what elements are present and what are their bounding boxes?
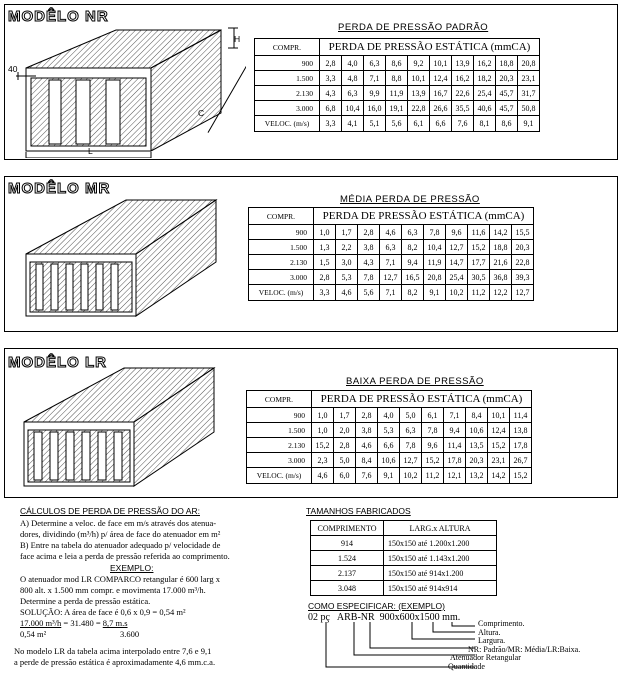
length-label: 1.500 [255,71,320,86]
pressure-cell: 17,8 [510,438,532,453]
pressure-cell: 40,6 [474,101,496,116]
pressure-cell: 2,8 [358,225,380,240]
pressure-cell: 13,5 [466,438,488,453]
sizes-length: 2.137 [311,566,384,581]
pressure-cell: 15,2 [312,438,334,453]
pressure-cell: 13,9 [408,86,430,101]
spec-code: 02 pç ARB-NR 900x600x1500 mm. [308,612,461,623]
pressure-cell: 15,5 [512,225,534,240]
pressure-cell: 22,6 [452,86,474,101]
pressure-cell: 1,0 [312,423,334,438]
pressure-cell: 2,2 [336,240,358,255]
table-row [247,453,532,468]
mr-table-title: MÉDIA PERDA DE PRESSÃO [340,194,480,205]
nr-dim-40: 40 [8,64,18,74]
example-text [20,574,220,607]
table-row [247,408,532,423]
pressure-cell: 2,3 [312,453,334,468]
pressure-cell: 14,2 [490,225,512,240]
pressure-cell: 3,0 [336,255,358,270]
pressure-cell: 4,6 [356,438,378,453]
velocity-cell: 8,2 [402,285,424,301]
pressure-cell: 9,9 [364,86,386,101]
velocity-cell: 6,6 [430,116,452,132]
nr-compr-header: COMPR. [255,39,320,56]
final-line: No modelo LR da tabela acima interpolado entre 7,6 e 9,1 [14,646,212,656]
pressure-cell: 1,7 [336,225,358,240]
calc-title-text: CÁLCULOS DE PERDA DE PRESSÃO DO AR: [20,506,200,516]
pressure-cell: 5,3 [336,270,358,285]
pressure-cell: 12,4 [430,71,452,86]
pressure-cell: 23,1 [488,453,510,468]
sizes-title-text: TAMANHOS FABRICADOS [306,506,411,516]
velocity-cell: 6,1 [408,116,430,132]
pressure-cell: 45,7 [496,101,518,116]
frac-res: 8,7 m.s [102,618,128,628]
frac-eq: = 31.480 = [63,618,101,628]
nr-dim-l: L [88,146,93,156]
velocity-cell: 12,2 [490,285,512,301]
length-label: 1.500 [247,423,312,438]
velocity-cell: 3,3 [320,116,342,132]
velocity-cell: 6,0 [334,468,356,484]
sizes-dims: 150x150 até 914x914 [384,581,497,596]
lr-attenuator-drawing [14,360,234,490]
velocity-cell: 5,6 [358,285,380,301]
pressure-cell: 26,7 [510,453,532,468]
velocity-cell: 5,6 [386,116,408,132]
sizes-table [310,520,497,596]
nr-static-header: PERDA DE PRESSÃO ESTÁTICA (mmCA) [320,39,540,56]
lr-compr-header: COMPR. [247,391,312,408]
velocity-cell: 4,6 [336,285,358,301]
length-label: 2.130 [247,438,312,453]
sizes-dims: 150x150 até 1.200x1.200 [384,536,497,551]
model-nr-title: MODÊLO NR [8,8,109,25]
velocity-cell: 7,1 [380,285,402,301]
pressure-cell: 22,8 [512,255,534,270]
spec-title [308,601,445,612]
pressure-cell: 10,6 [466,423,488,438]
pressure-cell: 6,1 [422,408,444,423]
pressure-cell: 16,2 [452,71,474,86]
pressure-cell: 7,1 [364,71,386,86]
velocity-cell: 9,1 [424,285,446,301]
pressure-cell: 6,3 [364,56,386,71]
final-line: a perde de pressão estática é aproximadamente 4,6 mm.c.a. [14,657,216,667]
pressure-cell: 6,8 [320,101,342,116]
pressure-cell: 6,3 [402,225,424,240]
pressure-cell: 16,0 [364,101,386,116]
pressure-cell: 5,0 [400,408,422,423]
table-row [247,423,532,438]
final-text [14,646,215,668]
pressure-cell: 4,6 [380,225,402,240]
pressure-cell: 17,8 [444,453,466,468]
length-label: 900 [247,408,312,423]
pressure-cell: 16,5 [402,270,424,285]
pressure-cell: 15,2 [422,453,444,468]
calc-line: B) Entre na tabela do atenuador adequado p/ velocidade de [20,540,221,550]
pressure-cell: 8,4 [356,453,378,468]
pressure-cell: 16,2 [474,56,496,71]
pressure-cell: 1,5 [314,255,336,270]
velocity-label: VELOC. (m/s) [249,285,314,301]
pressure-cell: 15,2 [488,438,510,453]
pressure-cell: 10,1 [488,408,510,423]
pressure-cell: 8,6 [386,56,408,71]
mr-compr-header: COMPR. [249,208,314,225]
calc-line: dores, dividindo (m³/h) p/ área de face do atenuador em m² [20,529,221,539]
length-label: 900 [255,56,320,71]
pressure-cell: 9,4 [444,423,466,438]
velocity-cell: 5,1 [364,116,386,132]
pressure-cell: 36,8 [490,270,512,285]
example-line: O atenuador mod LR COMPARCO retangular é 600 larg x [20,574,220,584]
pressure-cell: 7,8 [424,225,446,240]
pressure-cell: 1,7 [334,408,356,423]
model-lr-title: MODÊLO LR [8,354,107,371]
velocity-cell: 7,6 [452,116,474,132]
pressure-cell: 21,6 [490,255,512,270]
pressure-cell: 4,3 [358,255,380,270]
pressure-cell: 2,0 [334,423,356,438]
pressure-cell: 50,8 [518,101,540,116]
pressure-cell: 12,4 [488,423,510,438]
fraction-numerator [20,618,128,629]
solution-line: SOLUÇÃO: A área de face é 0,6 x 0,9 = 0,54 m² [20,607,186,617]
pressure-cell: 13,9 [452,56,474,71]
pressure-cell: 11,9 [424,255,446,270]
pressure-cell: 20,8 [424,270,446,285]
velocity-row [249,285,534,301]
sizes-dims: 150x150 até 914x1.200 [384,566,497,581]
pressure-cell: 2,8 [314,270,336,285]
pressure-cell: 1,0 [312,408,334,423]
velocity-cell: 11,2 [468,285,490,301]
velocity-row [255,116,540,132]
pressure-cell: 9,2 [408,56,430,71]
example-line: Determine a perda de pressão estática. [20,596,151,606]
pressure-cell: 19,1 [386,101,408,116]
spec-title-text: COMO ESPECIFICAR: (EXEMPLO) [308,601,445,611]
pressure-cell: 9,4 [402,255,424,270]
pressure-cell: 17,7 [468,255,490,270]
pressure-cell: 20,3 [466,453,488,468]
pressure-cell: 39,3 [512,270,534,285]
pressure-cell: 16,7 [430,86,452,101]
pressure-cell: 3,3 [320,71,342,86]
pressure-cell: 26,6 [430,101,452,116]
pressure-cell: 4,0 [378,408,400,423]
length-label: 3.000 [249,270,314,285]
velocity-cell: 12,1 [444,468,466,484]
pressure-cell: 6,3 [400,423,422,438]
table-row [249,225,534,240]
pressure-cell: 7,8 [422,423,444,438]
pressure-cell: 5,0 [334,453,356,468]
pressure-cell: 7,8 [400,438,422,453]
pressure-cell: 9,6 [446,225,468,240]
length-label: 3.000 [255,101,320,116]
pressure-cell: 18,2 [474,71,496,86]
spec-legend-item: Comprimento. [478,619,525,628]
lr-table-title: BAIXA PERDA DE PRESSÃO [346,376,484,387]
velocity-cell: 15,2 [510,468,532,484]
pressure-cell: 10,4 [424,240,446,255]
pressure-cell: 12,7 [446,240,468,255]
table-row [249,255,534,270]
pressure-cell: 20,3 [512,240,534,255]
pressure-cell: 8,2 [402,240,424,255]
velocity-label: VELOC. (m/s) [255,116,320,132]
pressure-cell: 8,4 [466,408,488,423]
velocity-cell: 4,1 [342,116,364,132]
velocity-cell: 7,6 [356,468,378,484]
pressure-cell: 23,1 [518,71,540,86]
nr-pressure-table [254,38,540,132]
velocity-row [247,468,532,484]
pressure-cell: 2,8 [334,438,356,453]
calc-line: face acima e leia a perda de pressão referida ao comprimento. [20,551,230,561]
pressure-cell: 10,1 [430,56,452,71]
velocity-cell: 12,7 [512,285,534,301]
frac-den2: 3.600 [120,629,140,639]
velocity-cell: 4,6 [312,468,334,484]
pressure-cell: 15,2 [468,240,490,255]
sizes-length: 3.048 [311,581,384,596]
spec-legend-item: NR: Padrão/MR: Média/LR:Baixa. [468,644,581,654]
length-label: 3.000 [247,453,312,468]
table-row [255,101,540,116]
spec-legend-item: Quantidade [448,661,485,671]
pressure-cell: 8,8 [386,71,408,86]
pressure-cell: 18,8 [490,240,512,255]
pressure-cell: 31,7 [518,86,540,101]
nr-attenuator-drawing [6,18,246,158]
pressure-cell: 4,0 [342,56,364,71]
example-label-text: EXEMPLO: [110,563,154,573]
nr-dim-c: C [198,108,205,118]
spec-legend-item: Atenuador Retangular [450,653,521,662]
frac-num: 17.000 m³/h [20,618,62,628]
pressure-cell: 25,4 [474,86,496,101]
pressure-cell: 4,3 [320,86,342,101]
example-line: 800 alt. x 1.500 mm compr. e movimenta 17.000 m³/h. [20,585,206,595]
pressure-cell: 13,8 [510,423,532,438]
pressure-cell: 10,1 [408,71,430,86]
pressure-cell: 18,8 [496,56,518,71]
pressure-cell: 14,7 [446,255,468,270]
pressure-cell: 2,8 [320,56,342,71]
pressure-cell: 12,7 [380,270,402,285]
velocity-cell: 14,2 [488,468,510,484]
pressure-cell: 2,8 [356,408,378,423]
lr-pressure-table [246,390,532,484]
mr-attenuator-drawing [16,192,236,320]
length-label: 2.130 [249,255,314,270]
sizes-length: 1.524 [311,551,384,566]
pressure-cell: 12,7 [400,453,422,468]
pressure-cell: 11,9 [386,86,408,101]
sizes-length: 914 [311,536,384,551]
velocity-cell: 13,2 [466,468,488,484]
example-label [110,563,153,574]
table-row [247,438,532,453]
table-row [255,56,540,71]
lr-static-header: PERDA DE PRESSÃO ESTÁTICA (mmCA) [312,391,532,408]
pressure-cell: 7,1 [444,408,466,423]
nr-dim-h: H [234,34,241,44]
pressure-cell: 25,4 [446,270,468,285]
pressure-cell: 6,3 [380,240,402,255]
mr-pressure-table [248,207,534,301]
pressure-cell: 5,3 [378,423,400,438]
calc-title [20,506,200,517]
pressure-cell: 1,0 [314,225,336,240]
pressure-cell: 3,8 [358,240,380,255]
table-row [249,270,534,285]
nr-table-title: PERDA DE PRESSÃO PADRÃO [338,22,489,33]
velocity-cell: 8,6 [496,116,518,132]
pressure-cell: 1,3 [314,240,336,255]
mr-static-header: PERDA DE PRESSÃO ESTÁTICA (mmCA) [314,208,534,225]
length-label: 1.500 [249,240,314,255]
length-label: 900 [249,225,314,240]
table-row [255,86,540,101]
frac-den: 0,54 m² [20,629,47,639]
pressure-cell: 9,6 [422,438,444,453]
pressure-cell: 45,7 [496,86,518,101]
model-mr-title: MODÊLO MR [8,180,111,197]
calc-instructions [20,518,230,562]
pressure-cell: 30,5 [468,270,490,285]
velocity-cell: 3,3 [314,285,336,301]
sizes-dims: 150x150 até 1.143x1.200 [384,551,497,566]
spec-legend [448,619,581,671]
sizes-title [306,506,411,517]
table-row [249,240,534,255]
pressure-cell: 20,8 [518,56,540,71]
pressure-cell: 7,1 [380,255,402,270]
pressure-cell: 10,4 [342,101,364,116]
pressure-cell: 10,6 [378,453,400,468]
pressure-cell: 11,6 [468,225,490,240]
velocity-cell: 9,1 [518,116,540,132]
calc-line: A) Determine a veloc. de face em m/s através dos atenua- [20,518,217,528]
pressure-cell: 11,4 [510,408,532,423]
pressure-cell: 35,5 [452,101,474,116]
length-label: 2.130 [255,86,320,101]
pressure-cell: 22,8 [408,101,430,116]
velocity-cell: 10,2 [446,285,468,301]
pressure-cell: 6,6 [378,438,400,453]
velocity-cell: 11,2 [422,468,444,484]
pressure-cell: 3,8 [356,423,378,438]
velocity-cell: 9,1 [378,468,400,484]
pressure-cell: 11,4 [444,438,466,453]
velocity-label: VELOC. (m/s) [247,468,312,484]
sizes-header-dims: LARG.x ALTURA [384,521,497,536]
sizes-header-length: COMPRIMENTO [311,521,384,536]
table-row [255,71,540,86]
pressure-cell: 20,3 [496,71,518,86]
pressure-cell: 6,3 [342,86,364,101]
velocity-cell: 8,1 [474,116,496,132]
spec-legend-item: Largura. [478,636,506,645]
spec-legend-item: Altura. [478,627,501,637]
velocity-cell: 10,2 [400,468,422,484]
pressure-cell: 7,8 [358,270,380,285]
pressure-cell: 4,8 [342,71,364,86]
